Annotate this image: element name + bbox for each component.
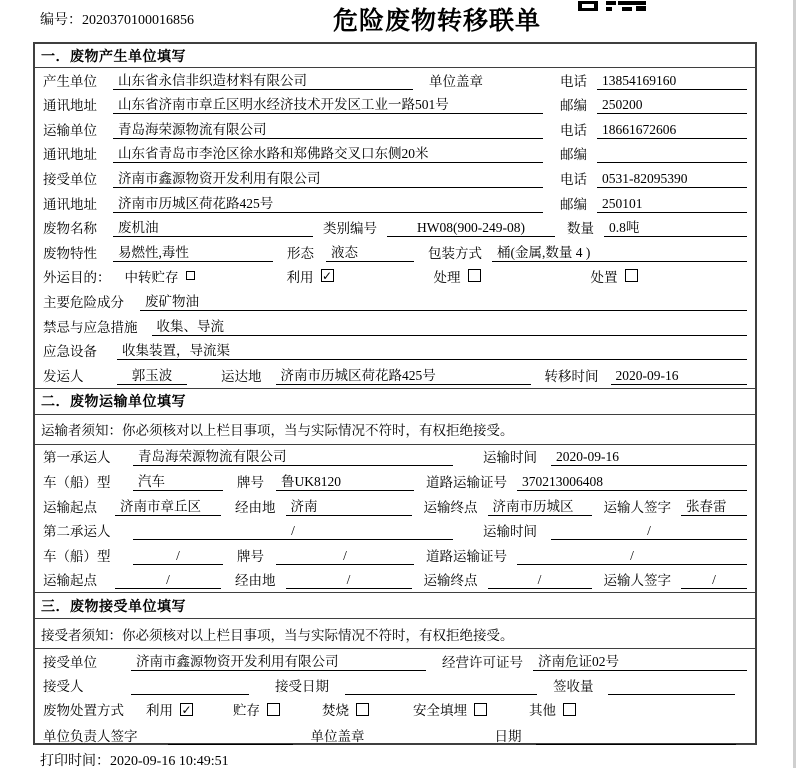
- acceptor-label: 接受人: [43, 679, 84, 695]
- destination-value: 济南市历城区荷花路425号: [276, 367, 531, 385]
- transport-time2-label: 运输时间: [483, 524, 537, 540]
- shipper-label: 发运人: [43, 368, 84, 384]
- print-time-value: 2020-09-16 10:49:51: [110, 754, 229, 769]
- head-signature-value: [168, 728, 293, 745]
- transporter-value: 青岛海荣源物流有限公司: [113, 121, 543, 139]
- receiver-label: 接受单位: [43, 171, 97, 187]
- taboo-value: 收集、导流: [152, 318, 748, 336]
- taboo-label: 禁忌与应急措施: [43, 319, 138, 335]
- row-producer-address: [35, 93, 755, 118]
- zip2-value: [597, 146, 747, 163]
- row-transfer-purpose: [35, 265, 755, 290]
- disposal-storage-checkbox-icon: [267, 703, 280, 716]
- zip1-label: 邮编: [560, 98, 587, 114]
- carrier2-value: /: [133, 522, 453, 540]
- zip3-value: 250101: [597, 195, 747, 213]
- section3-header: 三．废物接受单位填写: [35, 592, 755, 619]
- disposal-storage-label: 贮存: [233, 703, 260, 719]
- accept-unit-value: 济南市鑫源物资开发利用有限公司: [131, 653, 426, 671]
- accept-unit-label: 接受单位: [43, 654, 97, 670]
- packing-label: 包装方式: [428, 245, 482, 261]
- category-value: HW08(900-249-08): [387, 219, 555, 237]
- row-acceptor: [35, 674, 755, 699]
- end1-label: 运输终点: [423, 499, 478, 515]
- section3-notice: 接受者须知：你必须核对以上栏目事项，当与实际情况不符时，有权拒绝接受。: [35, 619, 755, 649]
- purpose-disposal-label: 处置: [590, 269, 618, 285]
- addr2-value: 山东省青岛市李沧区徐水路和郑佛路交叉口东侧20米: [113, 145, 543, 163]
- origin1-value: 济南市章丘区: [115, 498, 221, 516]
- transporter-label: 运输单位: [43, 122, 97, 138]
- row-vehicle2: [35, 543, 755, 568]
- via1-value: 济南: [286, 498, 412, 516]
- row-second-carrier: [35, 519, 755, 544]
- accept-date-label: 接受日期: [275, 679, 329, 695]
- phone2-value: 18661672606: [597, 121, 747, 139]
- page-title: 危险废物转移联单: [333, 8, 542, 35]
- end2-value: /: [488, 571, 592, 589]
- row-disposal-method: [35, 698, 755, 723]
- row-emergency-equipment: [35, 339, 755, 364]
- purpose-option-use: [287, 266, 334, 286]
- carrier1-value: 青岛海荣源物流有限公司: [133, 448, 453, 466]
- origin2-value: /: [115, 571, 221, 589]
- disposal-option-other: [529, 699, 576, 719]
- carrier-sign1-label: 运输人签字: [603, 499, 671, 515]
- acceptor-value: [131, 678, 249, 695]
- category-label: 类别编号: [323, 221, 377, 237]
- end1-value: 济南市历城区: [488, 498, 592, 516]
- hazard-label: 主要危险成分: [43, 294, 124, 310]
- purpose-label: 外运目的：: [43, 269, 111, 285]
- serial-value: 2020370100016856: [82, 13, 194, 28]
- row-hazard-component: [35, 289, 755, 314]
- disposal-landfill-checkbox-icon: [474, 703, 487, 716]
- addr1-value: 山东省济南市章丘区明水经济技术开发区工业一路501号: [113, 96, 543, 114]
- disposal-use-label: 利用: [146, 703, 173, 719]
- phone2-label: 电话: [560, 122, 587, 138]
- serial-label: 编号：: [40, 13, 82, 28]
- addr1-label: 通讯地址: [43, 98, 97, 114]
- head-signature-label: 单位负责人签字: [43, 728, 138, 744]
- road-license2-label: 道路运输证号: [426, 548, 507, 564]
- row-route1: [35, 494, 755, 519]
- road-license2-value: /: [517, 547, 747, 565]
- carrier-sign2-value: /: [681, 571, 747, 589]
- unit-seal2-label: 单位盖章: [310, 728, 365, 744]
- section1-header: 一．废物产生单位填写: [35, 44, 755, 68]
- disposal-option-use: [146, 699, 193, 719]
- road-license1-label: 道路运输证号: [426, 474, 507, 490]
- road-license1-value: 370213006408: [517, 473, 747, 491]
- plate2-label: 牌号: [237, 548, 264, 564]
- row-transporter-address: [35, 142, 755, 167]
- vehicle1-label: 车（船）型: [43, 474, 111, 490]
- quantity-value: 0.8吨: [604, 219, 747, 237]
- purpose-use-checkbox-icon: ✓: [321, 269, 333, 284]
- row-route2: [35, 568, 755, 593]
- phone3-label: 电话: [560, 171, 587, 187]
- plate1-value: 鲁UK8120: [276, 473, 414, 491]
- plate1-label: 牌号: [237, 474, 264, 490]
- purpose-use-label: 利用: [286, 269, 314, 285]
- permit-label: 经营许可证号: [442, 654, 523, 670]
- destination-label: 运达地: [221, 368, 262, 384]
- via2-value: /: [286, 571, 412, 589]
- row-waste-character: [35, 240, 755, 265]
- transfer-form-table: [33, 42, 757, 745]
- addr3-label: 通讯地址: [43, 196, 97, 212]
- row-accept-unit: [35, 649, 755, 674]
- addr3-value: 济南市历城区荷花路425号: [113, 195, 543, 213]
- producer-value: 山东省永信非织造材料有限公司: [113, 72, 413, 90]
- zip1-value: 250200: [597, 96, 747, 114]
- waste-name-value: 废机油: [113, 219, 313, 237]
- disposal-other-label: 其他: [529, 703, 556, 719]
- print-time: [40, 750, 229, 770]
- transport-time1-value: 2020-09-16: [551, 448, 747, 466]
- equipment-label: 应急设备: [43, 344, 97, 360]
- carrier1-label: 第一承运人: [43, 450, 111, 466]
- character-value: 易燃性,毒性: [113, 244, 273, 262]
- disposal-incineration-label: 焚烧: [322, 703, 349, 719]
- unit-seal-label: 单位盖章: [429, 73, 483, 89]
- phone3-value: 0531-82095390: [597, 170, 747, 188]
- purpose-treatment-checkbox-icon: [468, 269, 481, 282]
- purpose-option-treatment: [434, 266, 481, 286]
- carrier-sign1-value: 张春雷: [681, 498, 747, 516]
- quantity-label: 数量: [567, 221, 594, 237]
- vehicle1-value: 汽车: [133, 473, 223, 491]
- via1-label: 经由地: [235, 499, 276, 515]
- print-time-label: 打印时间：: [40, 754, 110, 769]
- waste-name-label: 废物名称: [43, 221, 97, 237]
- vehicle2-label: 车（船）型: [43, 548, 111, 564]
- section2-notice: 运输者须知：你必须核对以上栏目事项，当与实际情况不符时，有权拒绝接受。: [35, 415, 755, 445]
- purpose-option-disposal: [591, 266, 638, 286]
- carrier2-label: 第二承运人: [43, 524, 111, 540]
- permit-value: 济南危证02号: [533, 653, 747, 671]
- transfer-time-label: 转移时间: [544, 368, 599, 384]
- producer-label: 产生单位: [43, 73, 97, 89]
- row-transporter: [35, 117, 755, 142]
- disposal-option-storage: [233, 699, 280, 719]
- date-value: [536, 728, 736, 745]
- shipper-value: 郭玉波: [117, 367, 187, 385]
- transport-time2-value: /: [551, 522, 747, 540]
- receiver-value: 济南市鑫源物资开发利用有限公司: [113, 170, 543, 188]
- equipment-value: 收集装置，导流渠: [117, 342, 747, 360]
- purpose-storage-checkbox-icon: [186, 271, 195, 280]
- phone1-label: 电话: [560, 73, 587, 89]
- signed-quantity-label: 签收量: [553, 679, 594, 695]
- row-taboo-measures: [35, 314, 755, 339]
- addr2-label: 通讯地址: [43, 147, 97, 163]
- disposal-landfill-label: 安全填埋: [413, 703, 467, 719]
- section2-header: 二．废物运输单位填写: [35, 388, 755, 415]
- row-vehicle1: [35, 469, 755, 494]
- character-label: 废物特性: [43, 245, 97, 261]
- via2-label: 经由地: [235, 573, 276, 589]
- phone1-value: 13854169160: [597, 72, 747, 90]
- accept-date-value: [345, 678, 537, 695]
- transfer-time-value: 2020-09-16: [611, 367, 748, 385]
- disposal-incineration-checkbox-icon: [356, 703, 369, 716]
- row-head-signature: [35, 723, 755, 748]
- vehicle2-value: /: [133, 547, 223, 565]
- hazard-value: 废矿物油: [140, 293, 747, 311]
- form-value: 液态: [326, 244, 414, 262]
- row-producer: [35, 68, 755, 93]
- purpose-disposal-checkbox-icon: [625, 269, 638, 282]
- disposal-option-landfill: [413, 699, 487, 719]
- zip3-label: 邮编: [560, 196, 587, 212]
- qr-code-fragment-icon: [578, 0, 650, 16]
- date-label: 日期: [494, 728, 522, 744]
- form-serial-number: [40, 9, 194, 29]
- packing-value: 桶(金属,数量 4 ): [492, 244, 747, 262]
- disposal-other-checkbox-icon: [563, 703, 576, 716]
- end2-label: 运输终点: [423, 573, 478, 589]
- row-shipper: [35, 363, 755, 388]
- plate2-value: /: [276, 547, 414, 565]
- purpose-storage-label: 中转贮存: [124, 269, 179, 285]
- zip2-label: 邮编: [560, 147, 587, 163]
- carrier-sign2-label: 运输人签字: [603, 573, 671, 589]
- disposal-option-incineration: [322, 699, 369, 719]
- signed-quantity-value: [608, 678, 736, 695]
- row-receiver-address: [35, 191, 755, 216]
- row-first-carrier: [35, 445, 755, 470]
- transport-time1-label: 运输时间: [483, 450, 537, 466]
- disposal-label: 废物处置方式: [43, 703, 124, 719]
- disposal-use-checkbox-icon: ✓: [181, 702, 192, 717]
- form-label: 形态: [287, 245, 314, 261]
- row-waste-name: [35, 216, 755, 241]
- row-receiver: [35, 166, 755, 191]
- origin1-label: 运输起点: [43, 499, 97, 515]
- purpose-treatment-label: 处理: [433, 269, 461, 285]
- origin2-label: 运输起点: [43, 573, 97, 589]
- purpose-option-storage: [125, 266, 195, 286]
